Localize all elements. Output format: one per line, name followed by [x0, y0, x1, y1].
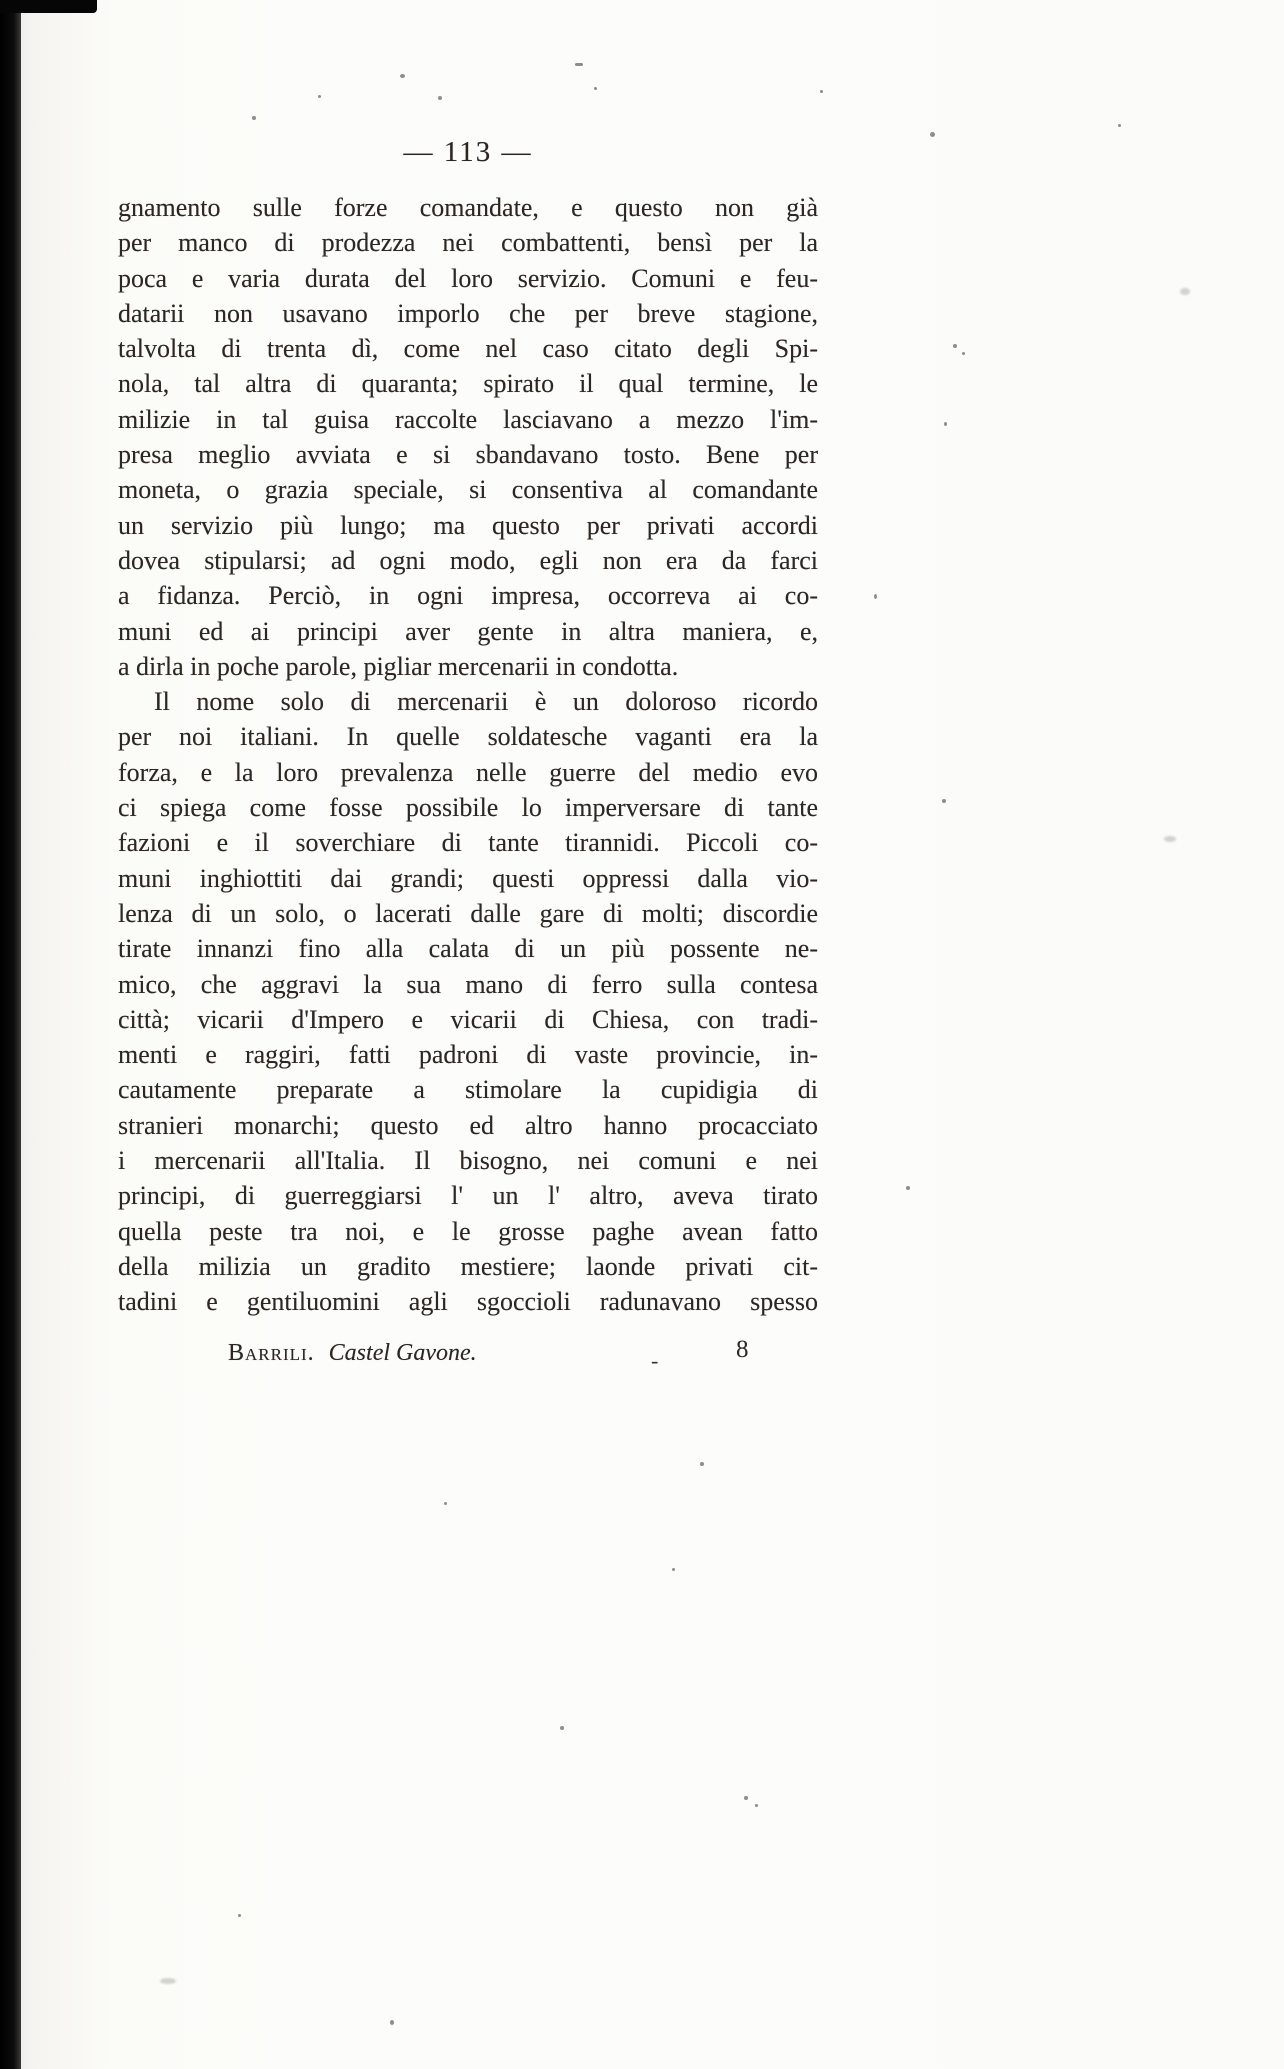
scan-speck [930, 132, 935, 137]
text-line: talvolta di trenta dì, come nel caso citato degli Spi- [118, 334, 818, 364]
text-line: presa meglio avviata e si sbandavano tosto. Bene per [118, 440, 818, 470]
text-column [118, 190, 818, 1320]
text-line: menti e raggiri, fatti padroni di vaste provincie, in- [118, 1040, 818, 1070]
text-line: della milizia un gradito mestiere; laonde privati cit- [118, 1251, 818, 1281]
text-line: per manco di prodezza nei combattenti, bensì per la [118, 228, 818, 258]
text-line: cautamente preparate a stimolare la cupidigia di [118, 1075, 818, 1105]
scan-speck [942, 799, 946, 803]
text-line: mico, che aggravi la sua mano di ferro sulla contesa [118, 969, 818, 999]
scan-speck [874, 594, 877, 599]
text-line: muni ed ai principi aver gente in altra maniera, e, [118, 616, 818, 646]
scan-speck [755, 1804, 758, 1807]
text-line: tirate innanzi fino alla calata di un più possente ne- [118, 934, 818, 964]
running-footer [228, 1340, 477, 1367]
scan-speck [238, 1914, 241, 1917]
scan-speck [594, 87, 597, 90]
binding-shadow-corner [0, 0, 97, 13]
scan-speck [820, 90, 823, 93]
text-line: città; vicarii d'Impero e vicarii di Chiesa, con tradi- [118, 1004, 818, 1034]
signature-number: 8 [736, 1336, 749, 1363]
text-line: poca e varia durata del loro servizio. Comuni e feu- [118, 263, 818, 293]
scan-smudge [1180, 288, 1190, 295]
text-line: fazioni e il soverchiare di tante tirannidi. Piccoli co- [118, 828, 818, 858]
scan-speck [744, 1796, 748, 1800]
text-line: lenza di un solo, o lacerati dalle gare di molti; discordie [118, 898, 818, 928]
text-line: muni inghiottiti dai grandi; questi oppressi dalla vio- [118, 863, 818, 893]
text-line: Il nome solo di mercenarii è un doloroso ricordo [154, 687, 818, 717]
text-line: tadini e gentiluomini agli sgoccioli radunavano spesso [118, 1287, 818, 1317]
page-number: — 113 — [403, 136, 533, 168]
binding-shadow-bar [0, 0, 21, 2069]
text-line: forza, e la loro prevalenza nelle guerre del medio evo [118, 757, 818, 787]
scan-speck [575, 63, 583, 66]
scan-speck [944, 422, 947, 426]
text-line: principi, di guerreggiarsi l' un l' altro, aveva tirato [118, 1181, 818, 1211]
scan-speck [1118, 124, 1121, 127]
scan-speck [962, 352, 965, 355]
scan-smudge [1164, 836, 1176, 842]
text-line: un servizio più lungo; ma questo per privati accordi [118, 510, 818, 540]
text-line: a dirla in poche parole, pigliar mercenarii in condotta. [118, 651, 679, 681]
scan-speck [953, 344, 957, 348]
scan-speck [400, 74, 405, 78]
text-line: ci spiega come fosse possibile lo imperversare di tante [118, 793, 818, 823]
text-line: gnamento sulle forze comandate, e questo non già [118, 193, 818, 222]
text-line: datarii non usavano imporlo che per breve stagione, [118, 298, 818, 328]
text-line: stranieri monarchi; questo ed altro hanno procacciato [118, 1110, 818, 1140]
scan-speck [390, 2020, 394, 2025]
scan-speck [252, 116, 256, 120]
scan-speck [560, 1726, 564, 1730]
footer-book-title: Castel Gavone. [328, 1340, 477, 1366]
scan-speck [906, 1186, 910, 1190]
footer-dash: - [651, 1348, 659, 1373]
scan-speck [444, 1502, 447, 1505]
scan-speck [672, 1568, 675, 1571]
text-line: dovea stipularsi; ad ogni modo, egli non era da farci [118, 545, 818, 575]
text-line: moneta, o grazia speciale, si consentiva al comandante [118, 475, 818, 505]
text-line: milizie in tal guisa raccolte lasciavano a mezzo l'im- [118, 404, 818, 434]
text-line: per noi italiani. In quelle soldatesche vaganti era la [118, 722, 818, 752]
footer-author: Barrili. [228, 1340, 315, 1366]
text-line: nola, tal altra di quaranta; spirato il qual termine, le [118, 369, 818, 399]
scan-speck [700, 1462, 704, 1466]
text-line: quella peste tra noi, e le grosse paghe avean fatto [118, 1216, 818, 1246]
scan-smudge [160, 1978, 176, 1984]
text-line: i mercenarii all'Italia. Il bisogno, nei comuni e nei [118, 1146, 818, 1176]
text-line: a fidanza. Perciò, in ogni impresa, occorreva ai co- [118, 581, 818, 611]
scan-speck [318, 95, 321, 98]
scan-speck [438, 96, 442, 100]
